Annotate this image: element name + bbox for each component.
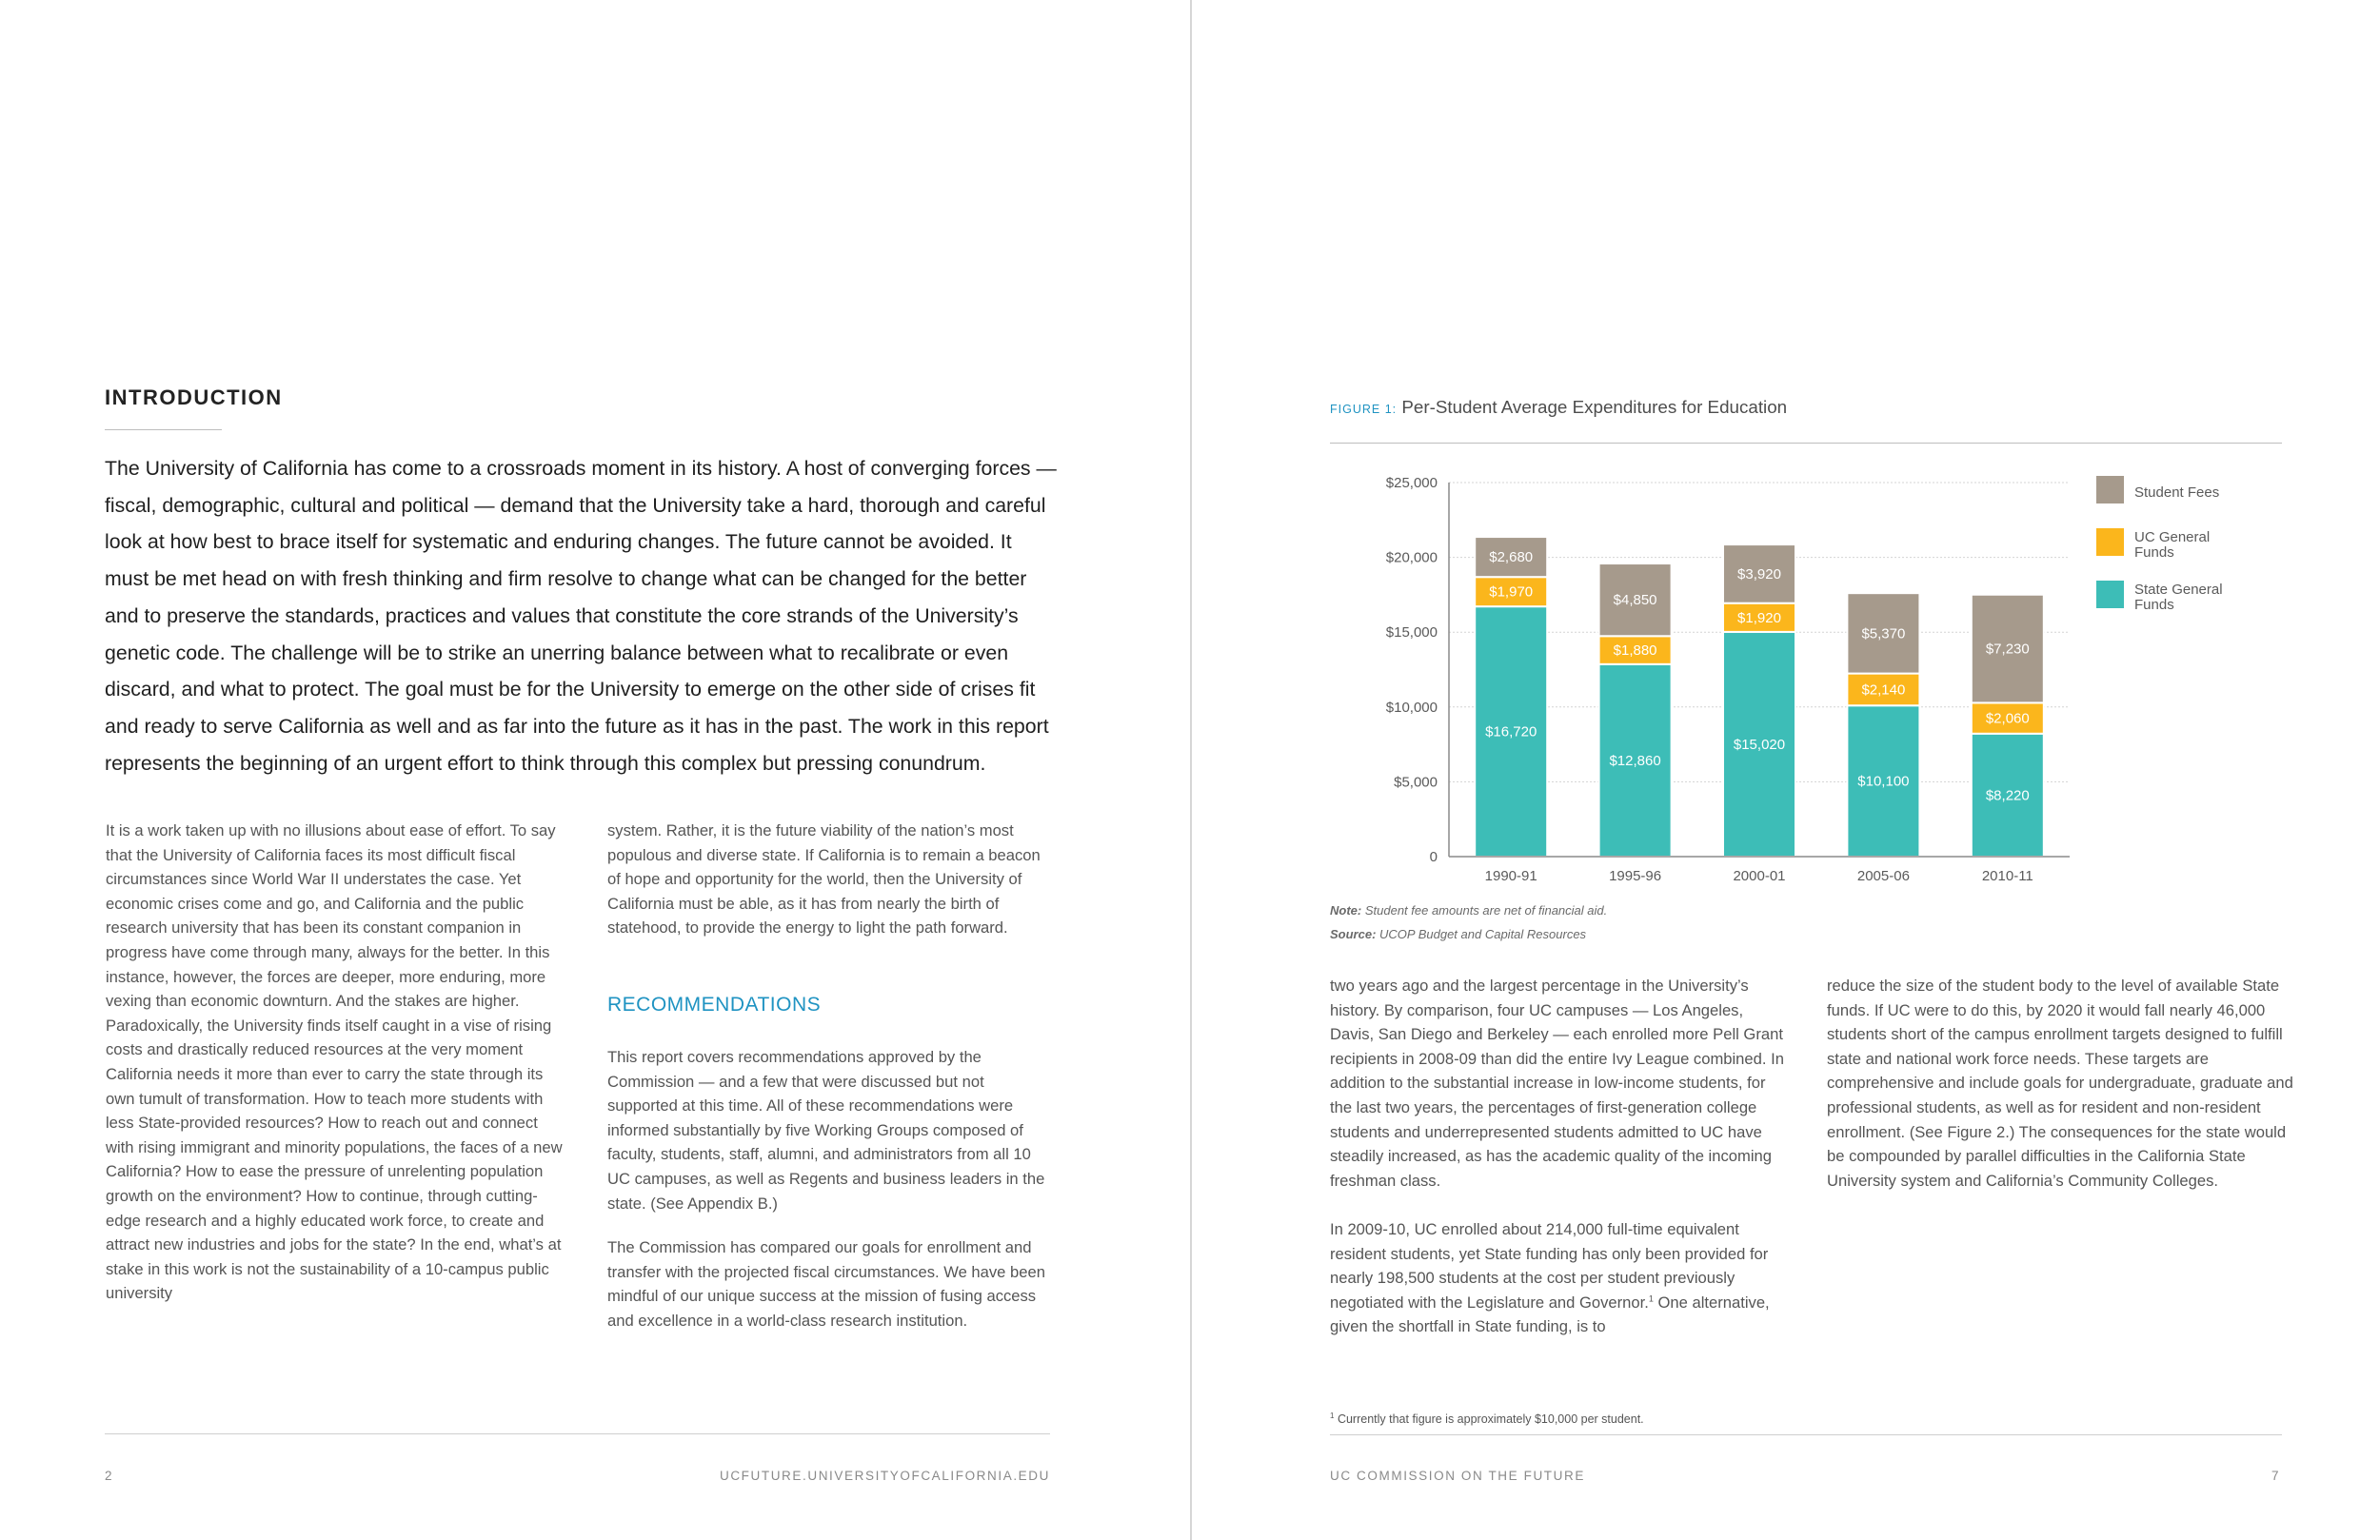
legend-swatch	[2096, 581, 2124, 608]
note-text: Student fee amounts are net of financial aid.	[1364, 903, 1608, 918]
recommendations-heading: RECOMMENDATIONS	[607, 994, 822, 1016]
figure-label: FIGURE 1:	[1330, 403, 1398, 416]
footer-rule	[1330, 1434, 2282, 1435]
legend-swatch	[2096, 476, 2124, 503]
page-number: 7	[2271, 1469, 2281, 1483]
source-label: Source:	[1330, 926, 1377, 941]
x-tick-label: 2000-01	[1733, 868, 1786, 884]
source-text: UCOP Budget and Capital Resources	[1379, 926, 1587, 941]
footer-rule	[105, 1433, 1050, 1434]
recommendations-paragraph-2: The Commission has compared our goals for enrollment and transfer with the projected fiscal circumstances. We have been mindful of our unique success at the mission of fusing access and excellence in a world-class research institution.	[607, 1238, 1045, 1330]
bar-value-label: $7,230	[1985, 641, 2030, 658]
introduction-heading: INTRODUCTION	[105, 385, 283, 409]
footnote-reference: 1	[1648, 1293, 1654, 1304]
enrollment-text-end: One alternative, given the shortfall in State funding, is to	[1330, 1293, 1770, 1336]
legend-label-line: Funds	[2134, 597, 2174, 613]
bar-value-label: $2,140	[1861, 681, 1906, 699]
y-tick-label: $5,000	[1394, 774, 1438, 791]
figure-notes	[1330, 899, 1607, 946]
heading-rule	[105, 429, 222, 430]
bar-value-label: $15,020	[1733, 736, 1786, 753]
bar-value-label: $8,220	[1985, 787, 2030, 804]
bar-value-label: $1,970	[1489, 583, 1534, 601]
legend-label-line: UC General	[2134, 529, 2211, 545]
right-body-column-1-para-2	[1330, 1217, 1787, 1339]
footnote	[1330, 1412, 1644, 1426]
y-tick-label: $25,000	[1385, 475, 1438, 491]
bar-value-label: $1,880	[1613, 642, 1657, 660]
legend-label	[2134, 582, 2223, 613]
bar-value-label: $1,920	[1737, 609, 1781, 626]
y-tick-label: $15,000	[1385, 624, 1438, 642]
body-column-1: It is a work taken up with no illusions about ease of effort. To say that the University of California faces its most difficult fiscal circumstances since World War II understates the case. Yet economic crises come and go, and California and the public research university that has been its constant companion in progress have come through many, always for the better. In this instance, however, the forces are deeper, more enduring, more vexing than economic downturn. And the stakes are higher. Paradoxically, the University finds itself caught in a vise of rising costs and drastically reduced resources at the very moment California needs it more than ever to carry the state through its own tumult of transformation. How to teach more students with less State-provided resources? How to reach out and connect with rising immigrant and minority populations, the faces of a new California? How to ease the pressure of unrelenting population growth on the environment? How to continue, through cutting-edge research and a highly educated work force, to create and attract new industries and jobs for the state? In the end, what’s at stake in this work is not the sustainability of a 10-campus public university	[106, 821, 563, 1303]
right-page	[1192, 0, 2380, 1540]
legend-label-line: Funds	[2134, 544, 2174, 561]
x-tick-label: 2005-06	[1856, 868, 1910, 884]
y-tick-label: $10,000	[1385, 699, 1438, 716]
recommendations-paragraph-1: This report covers recommendations approved by the Commission — and a few that were discussed but not supported at this time. All of these recommendations were informed substantially by five Working Groups composed of faculty, students, staff, alumni, and administrators from all 10 UC campuses, as well as Regents and business leaders in the state. (See Appendix B.)	[607, 1048, 1045, 1213]
x-tick-label: 1995-96	[1609, 868, 1662, 884]
figure-title-text: Per-Student Average Expenditures for Education	[1401, 397, 1788, 417]
bar-value-label: $2,060	[1985, 710, 2030, 727]
bar-value-label: $4,850	[1613, 592, 1657, 609]
chart-bars	[1475, 537, 2044, 857]
page-number: 2	[105, 1469, 114, 1483]
figure-rule	[1330, 443, 2282, 444]
enrollment-text: In 2009-10, UC enrolled about 214,000 full-time equivalent resident students, yet State funding has only been provided for nearly 198,500 students at the cost per student previously negotiated with the Legislature and Governor.	[1330, 1220, 1769, 1312]
figure-title	[1330, 397, 1787, 418]
body-column-2: system. Rather, it is the future viability of the nation’s most populous and diverse state. If California is to remain a beacon of hope and opportunity for the world, then the University of California must be able, as it has from nearly the birth of statehood, to provide the energy to light the path forward.	[607, 821, 1041, 938]
bar-value-label: $2,680	[1489, 549, 1534, 566]
legend-label	[2134, 484, 2219, 501]
right-body-column-1-para-1: two years ago and the largest percentage in the University’s history. By comparison, four UC campuses — Los Angeles, Davis, San Diego and Berkeley — each enrolled more Pell Grant recipients in 2008-09 than did the entire Ivy League combined. In addition to the substantial increase in low-income students, for the last two years, the percentages of first-generation college students and underrepresented students admitted to UC have steadily increased, as has the academic quality of the incoming freshman class.	[1330, 977, 1784, 1190]
right-body-column-2: reduce the size of the student body to the level of available State funds. If UC were to do this, by 2020 it would fall nearly 46,000 students short of the campus enrollment targets designed to fulfill state and national work force needs. These targets are comprehensive and include goals for undergraduate, graduate and professional students, as well as for resident and non-resident enrollment. (See Figure 2.) The consequences for the state would be compounded by parallel difficulties in the California State University system and California’s Community Colleges.	[1827, 977, 2293, 1190]
intro-lede: The University of California has come to a crossroads moment in its history. A host of converging forces — fiscal, demographic, cultural and political — demand that the University take a hard, thorough and careful look at how best to brace itself for systematic and enduring changes. The future cannot be avoided. It must be met head on with fresh thinking and firm resolve to change what can be changed for the better and to preserve the standards, practices and values that constitute the core strands of the University’s genetic code. The challenge will be to strike an unerring balance between what to recalibrate or even discard, and what to protect. The goal must be for the University to emerge on the other side of crises fit and ready to serve California as well and as far into the future as it has in the past. The work in this report represents the beginning of an urgent effort to think through this complex but pressing conundrum.	[105, 457, 1057, 775]
x-tick-label: 1990-91	[1484, 868, 1537, 884]
legend-label	[2134, 529, 2210, 561]
footnote-marker: 1	[1330, 1412, 1335, 1420]
stacked-bar-chart	[1325, 457, 2287, 895]
legend-label-line: Student Fees	[2134, 484, 2220, 501]
bar-value-label: $10,100	[1857, 773, 1910, 790]
bar-value-label: $12,860	[1609, 752, 1661, 769]
x-tick-label: 2010-11	[1981, 868, 2033, 884]
chart-legend	[2096, 476, 2223, 613]
footer-url: UCFUTURE.UNIVERSITYOFCALIFORNIA.EDU	[719, 1469, 1050, 1483]
y-tick-label: $20,000	[1385, 549, 1438, 566]
legend-label-line: State General	[2134, 582, 2223, 598]
y-tick-label: 0	[1429, 849, 1438, 865]
note-label: Note:	[1330, 903, 1362, 918]
bar-value-label: $5,370	[1861, 625, 1906, 642]
bar-value-label: $16,720	[1485, 723, 1537, 740]
legend-swatch	[2096, 528, 2124, 556]
bar-value-label: $3,920	[1737, 565, 1781, 582]
footer-title: UC COMMISSION ON THE FUTURE	[1330, 1469, 1585, 1483]
footnote-text: Currently that figure is approximately $10,000 per student.	[1337, 1412, 1644, 1427]
